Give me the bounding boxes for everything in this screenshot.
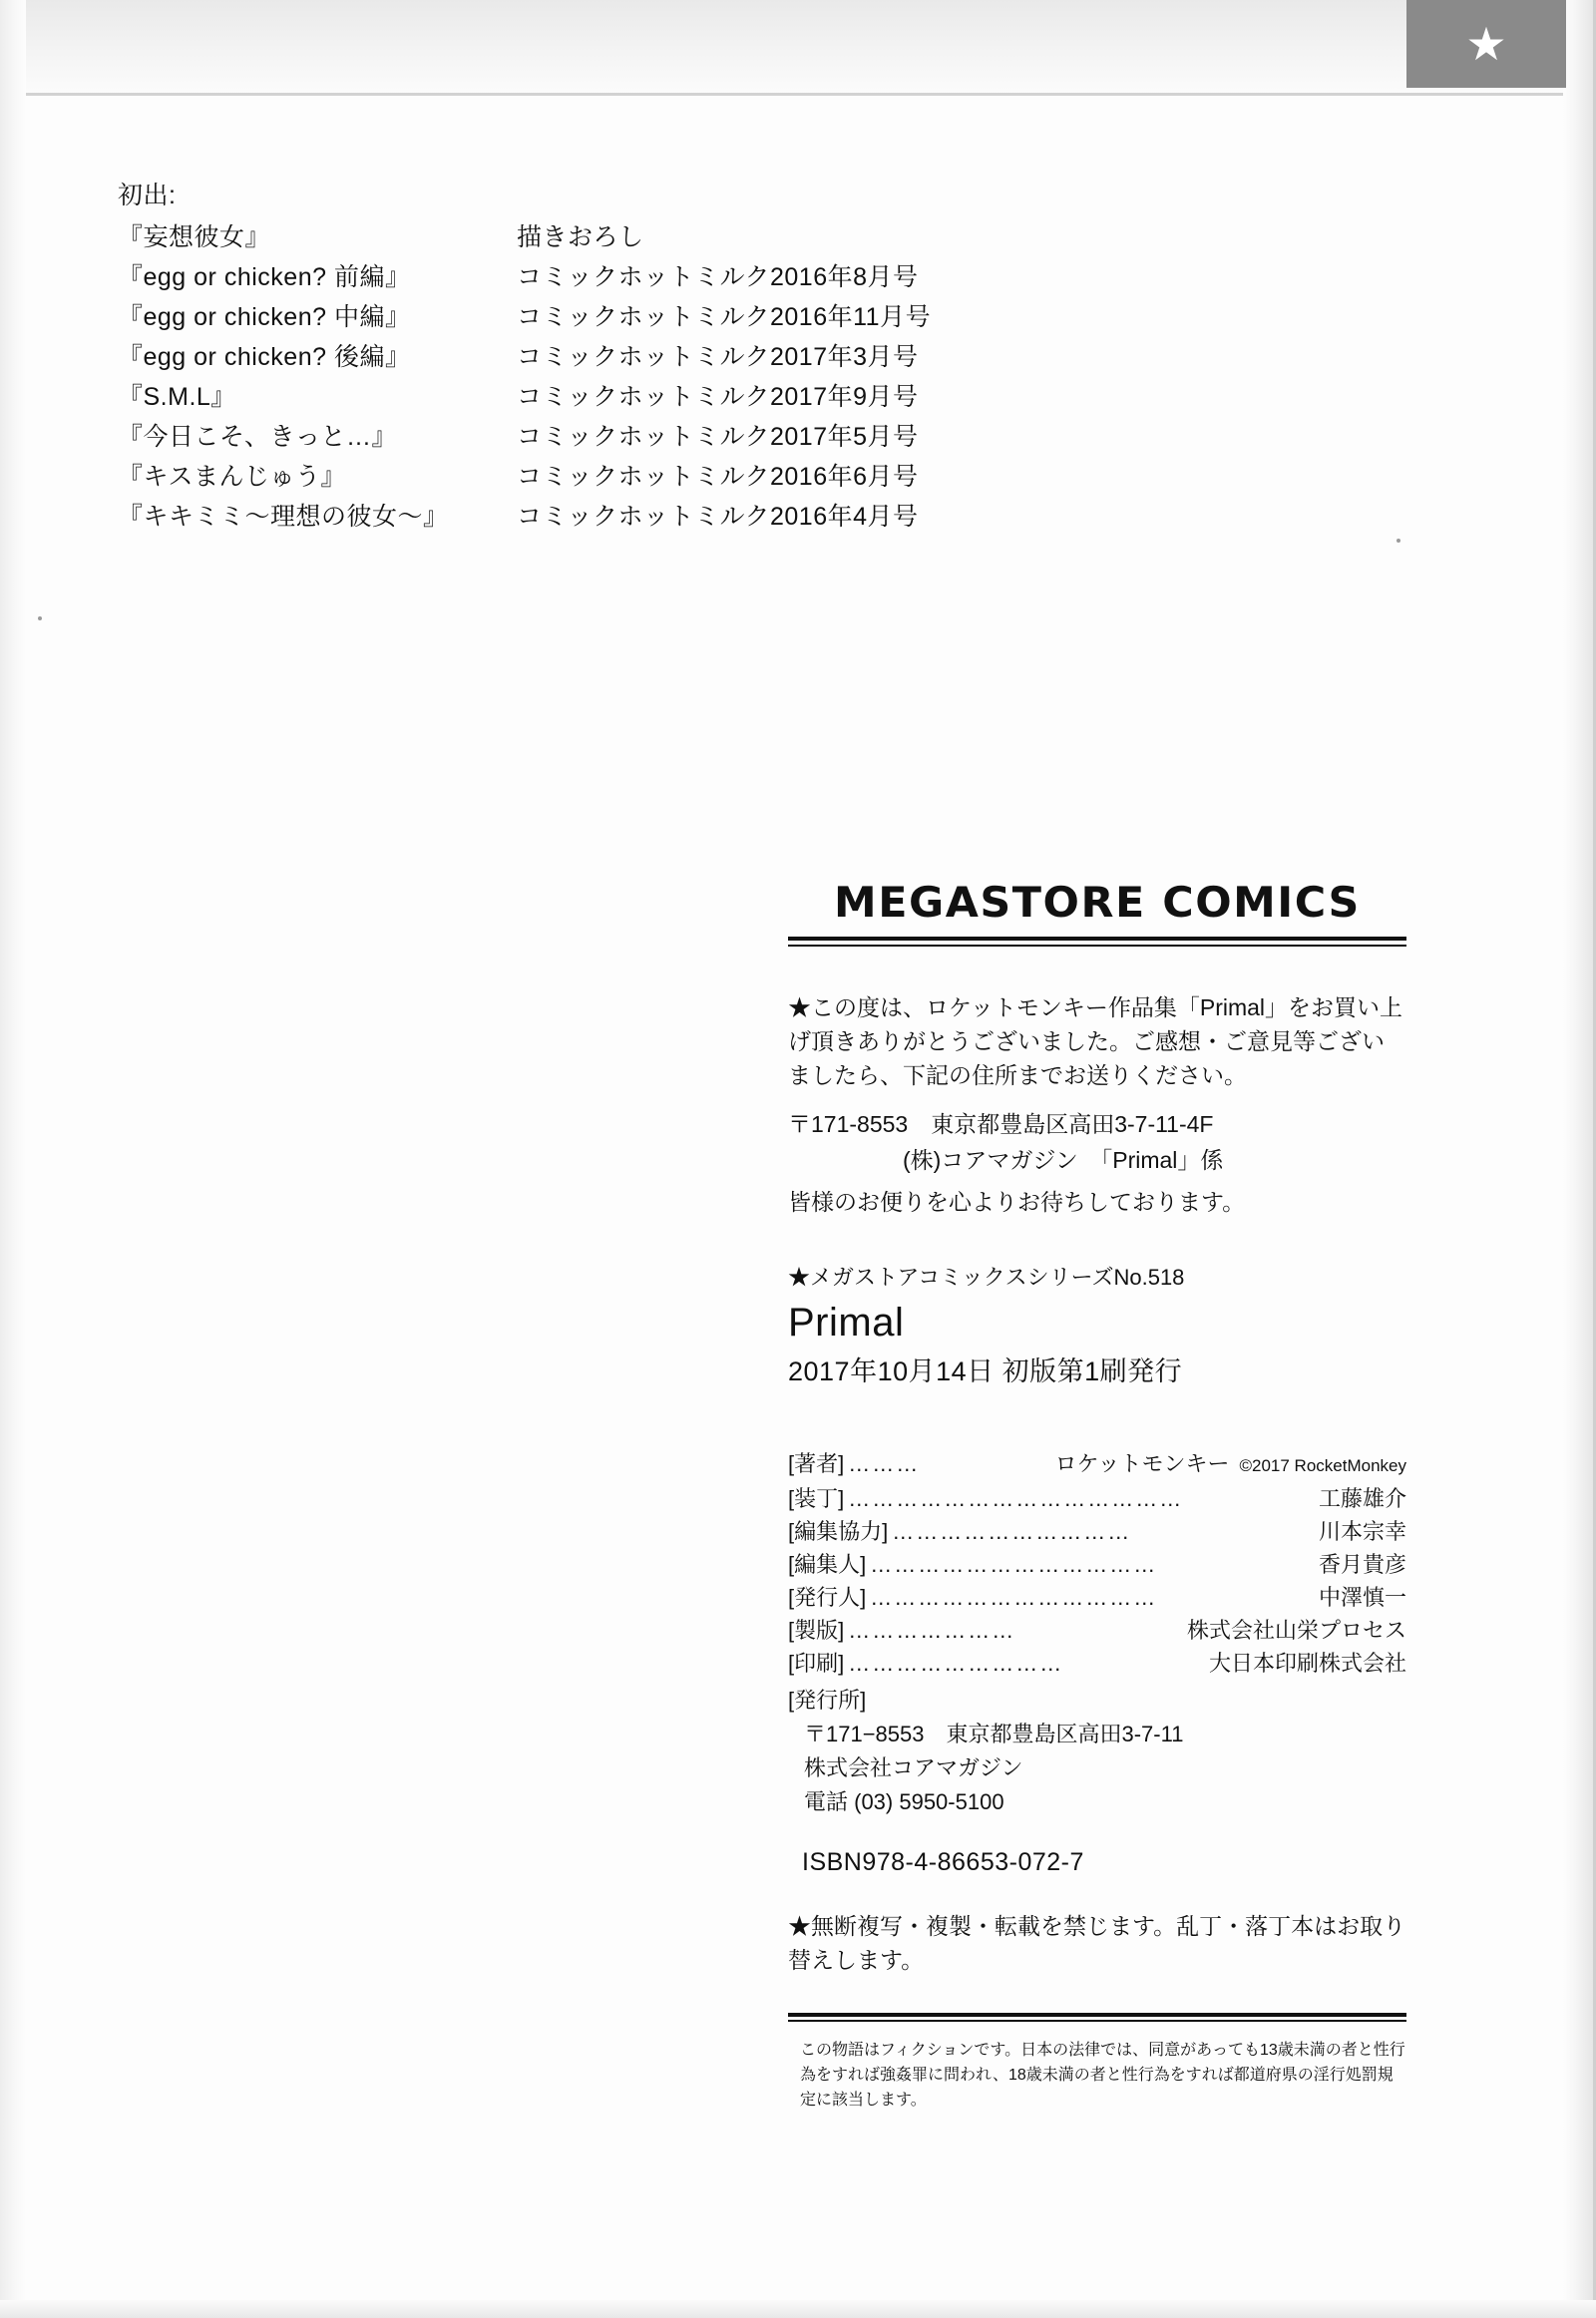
credit-label: [印刷] [788, 1651, 845, 1676]
work-title: 『S.M.L』 [118, 383, 236, 411]
page-top-edge [0, 0, 1596, 96]
work-source: 描きおろし [517, 223, 644, 251]
reader-mail-address-line1: 〒171-8553 東京都豊島区高田3-7-11-4F [788, 1111, 1214, 1137]
colophon-block [788, 878, 1406, 2113]
work-source: コミックホットミルク2016年8月号 [517, 263, 919, 291]
page-speck [38, 616, 42, 620]
isbn-number: ISBN978-4-86653-072-7 [802, 1848, 1084, 1876]
first-publication-row [118, 417, 931, 457]
first-publication-row [118, 217, 931, 257]
brand-divider [788, 937, 1406, 947]
credit-row [788, 1447, 1406, 1482]
publisher-brand: MEGASTORE COMICS [834, 878, 1361, 927]
publisher-name: 株式会社コアマガジン [804, 1755, 1023, 1780]
credit-value: 大日本印刷株式会社 [1208, 1651, 1406, 1676]
credit-leader: …………………………………… [848, 1486, 1184, 1511]
work-title: 『キスまんじゅう』 [118, 463, 347, 491]
credit-label: [製版] [788, 1618, 845, 1643]
credit-leader: ……………………………… [870, 1585, 1158, 1610]
credit-label: [装丁] [788, 1486, 845, 1511]
credit-label: [著者] [788, 1451, 845, 1476]
publisher-phone: 電話 (03) 5950-5100 [804, 1789, 1004, 1814]
work-source: コミックホットミルク2017年3月号 [517, 343, 919, 371]
first-publication-row [118, 257, 931, 297]
publisher-label: [発行所] [788, 1688, 867, 1713]
work-source: コミックホットミルク2017年5月号 [517, 423, 919, 451]
page-right-edge [1563, 0, 1596, 2318]
page-left-edge [0, 0, 26, 2318]
credit-value: 川本宗幸 [1318, 1519, 1406, 1544]
first-publication-row [118, 377, 931, 417]
credit-leader: ……… [848, 1451, 921, 1476]
credit-row [788, 1482, 1406, 1515]
credit-leader: ………………………… [892, 1519, 1132, 1544]
work-title: 『キキミミ〜理想の彼女〜』 [118, 503, 449, 531]
publisher-block [788, 1684, 1406, 1819]
credit-row [788, 1581, 1406, 1614]
work-source: コミックホットミルク2016年6月号 [517, 463, 919, 491]
credit-value: 株式会社山栄プロセス [1186, 1618, 1406, 1643]
first-publication-row [118, 337, 931, 377]
page-bottom-edge [0, 2300, 1596, 2318]
credit-row [788, 1614, 1406, 1647]
work-title: 『egg or chicken? 後編』 [118, 343, 411, 371]
page-speck [1396, 539, 1400, 543]
credit-label: [編集協力] [788, 1519, 889, 1544]
credits-list [788, 1447, 1406, 1680]
work-title: 『egg or chicken? 中編』 [118, 303, 411, 331]
credit-value: 中澤慎一 [1318, 1585, 1406, 1610]
series-number: ★メガストアコミックスシリーズNo.518 [788, 1265, 1185, 1290]
star-tab [1406, 0, 1566, 88]
legal-disclaimer: この物語はフィクションです。日本の法律では、同意があっても13歳未満の者と性行為をすれば強姦罪に問われ、18歳未満の者と性行為をすれば都道府県の淫行処罰規定に該当します。 [800, 2042, 1405, 2109]
reader-mail-closing: 皆様のお便りを心よりお待ちしております。 [788, 1189, 1246, 1215]
credit-copyright: ©2017 RocketMonkey [1239, 1456, 1406, 1475]
publisher-address: 〒171−8553 東京都豊島区高田3-7-11 [804, 1722, 1184, 1746]
book-title: Primal [788, 1301, 905, 1345]
first-publication-list [118, 176, 931, 537]
credit-value: 工藤雄介 [1318, 1486, 1406, 1511]
work-source: コミックホットミルク2016年4月号 [517, 503, 919, 531]
credit-value: 香月貴彦 [1318, 1552, 1406, 1577]
credit-row [788, 1647, 1406, 1680]
first-publication-heading: 初出: [118, 182, 177, 209]
work-title: 『今日こそ、きっと…』 [118, 423, 398, 451]
first-publication-row [118, 497, 931, 537]
publication-date: 2017年10月14日 初版第1刷発行 [788, 1356, 1183, 1386]
credit-value: ロケットモンキー [1054, 1451, 1230, 1476]
credit-row [788, 1515, 1406, 1548]
star-icon: ★ [1465, 18, 1507, 70]
first-publication-row [118, 457, 931, 497]
credit-leader: ……………………… [848, 1651, 1064, 1676]
work-source: コミックホットミルク2016年11月号 [517, 303, 932, 331]
first-publication-row [118, 297, 931, 337]
credit-label: [編集人] [788, 1552, 867, 1577]
credit-leader: ………………… [848, 1618, 1016, 1643]
work-title: 『妄想彼女』 [118, 223, 271, 251]
work-source: コミックホットミルク2017年9月号 [517, 383, 919, 411]
copyright-notice: ★無断複写・複製・転載を禁じます。乱丁・落丁本はお取り替えします。 [788, 1913, 1406, 1973]
credit-row [788, 1548, 1406, 1581]
credit-label: [発行人] [788, 1585, 867, 1610]
work-title: 『egg or chicken? 前編』 [118, 263, 411, 291]
reader-mail-address-line2: (株)コアマガジン 「Primal」係 [903, 1147, 1224, 1173]
colophon-bottom-divider [788, 2013, 1406, 2022]
credit-leader: ……………………………… [870, 1552, 1158, 1577]
thank-you-message: ★この度は、ロケットモンキー作品集「Primal」をお買い上げ頂きありがとうございました。ご感想・ご意見等ございましたら、下記の住所までお送りください。 [788, 994, 1403, 1088]
